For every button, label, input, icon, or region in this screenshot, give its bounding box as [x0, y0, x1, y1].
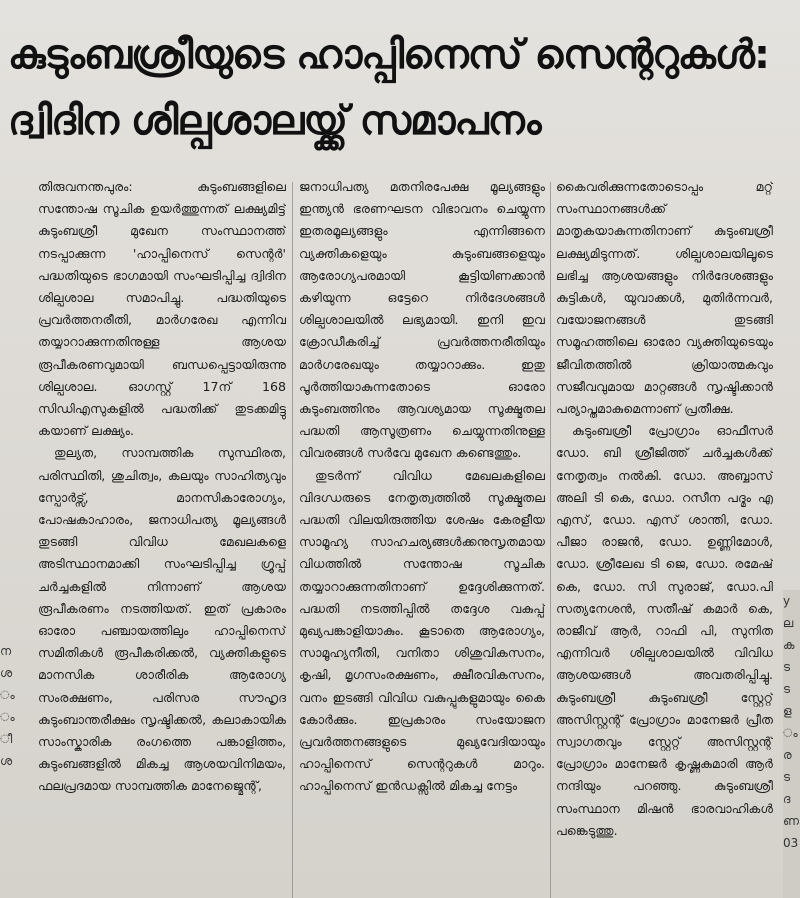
fragment-text: ല	[783, 616, 794, 630]
adjacent-article-fragment-left	[0, 640, 16, 898]
headline-line-1: കുടുംബശ്രീയുടെ ഹാപ്പിനെസ് സെന്ററുകൾ:	[8, 32, 769, 78]
article-column-2	[299, 176, 545, 898]
article-column-3	[556, 176, 773, 898]
fragment-text: ദ	[783, 792, 791, 806]
fragment-text: ം	[0, 688, 15, 702]
column-1-paragraph-2: തുല്യത, സാമ്പത്തിക സുസ്ഥിരത, പരിസ്ഥിതി, ശുചിത്വം, കലയും സാഹിത്യവും സ്പോർട്സ്, മാനസികാരോഗ്യം, പോഷകാഹാരം, ജനാധിപത്യ മൂല്യങ്ങൾ തുടങ്ങി വിവിധ മേഖലകളെ അടിസ്ഥാനമാക്കി സംഘടിപ്പിച്ച ഗ്രൂപ്പ് ചർച്ചകളിൽ നിന്നാണ് ആശയ രൂപീകരണം നടത്തിയത്. ഇത് പ്രകാരം ഓരോ പഞ്ചായത്തിലും ഹാപ്പിനെസ് സമിതികൾ രൂപീകരിക്കൽ, വ്യക്തികളുടെ മാനസിക ശാരീരിക ആരോഗ്യ സംരക്ഷണം, പരിസര സൗഹൃദ കുടുംബാന്തരീക്ഷം സൃഷ്ടിക്കൽ, കലാകായിക സാംസ്കാരിക രംഗത്തെ പങ്കാളിത്തം, കുടുംബങ്ങളിൽ മികച്ച ആശയവിനിമയം, ഫലപ്രദമായ സാമ്പത്തിക മാനേജ്മെന്റ്,	[38, 445, 286, 794]
fragment-text: ം	[0, 710, 15, 724]
fragment-text: ീ	[0, 732, 13, 746]
column-3-paragraph-1: കൈവരിക്കുന്നതോടൊപ്പം മറ്റ് സംസ്ഥാനങ്ങൾക്ക് മാതൃകയാകുന്നതിനാണ് കുടുംബശ്രീ ലക്ഷ്യമിടുന്നത്. ശില്പശാലയിലൂടെ ലഭിച്ച ആശയങ്ങളും നിർദേശങ്ങളും കുട്ടികൾ, യുവാക്കൾ, മുതിർന്നവർ, വയോജനങ്ങൾ തുടങ്ങി സമൂഹത്തിലെ ഓരോ വ്യക്തിയുടെയും ജീവിതത്തിൽ ക്രിയാത്മകവും സജീവവുമായ മാറ്റങ്ങൾ സൃഷ്ടിക്കാൻ പര്യാപ്തമാകുമെന്നാണ് പ്രതീക്ഷ.	[556, 179, 773, 417]
fragment-text: ശ	[0, 666, 13, 680]
headline-line-2: ദ്വിദിന ശില്പശാലയ്ക്ക് സമാപനം	[8, 98, 541, 144]
article-headline	[8, 22, 788, 154]
column-3-paragraph-2: കുടുംബശ്രീ പ്രോഗ്രാം ഓഫീസർ ഡോ. ബി ശ്രീജിത്ത് ചർച്ചകൾക്ക് നേതൃത്വം നൽകി. ഡോ. അബ്ബാസ് അലി ടി കെ, ഡോ. റസീന പദ്മം എ എസ്, ഡോ. എസ് ശാന്തി, ഡോ. പീജാ രാജൻ, ഡോ. ഉണ്ണിമോൾ, ഡോ. ശ്രീലേഖ ടി ജെ, ഡോ. രമേഷ് കെ, ഡോ. സി സുരാജ്, ഡോ.പി സത്യനേശൻ, സതീഷ് കമാർ കെ, രാജീവ് ആർ, റാഫി പി, സുനിത എന്നിവർ ശില്പശാലയിൽ വിവിധ ആശയങ്ങൾ അവതരിപ്പിച്ചു. കുടുംബശ്രീ കുടുംബശ്രീ സ്റ്റേറ്റ് അസിസ്റ്റന്റ് പ്രോഗ്രാം മാനേജർ പ്രീത സ്വാഗതവും സ്റ്റേറ്റ് അസിസ്റ്റന്റ് പ്രോഗ്രാം മാനേജർ കൃഷ്ണകുമാരി ആർ നന്ദിയും പറഞ്ഞു. കുടുംബശ്രീ സംസ്ഥാന മിഷൻ ഭാരവാഹികൾ പങ്കെടുത്തു.	[556, 423, 773, 838]
column-1-paragraph-1: തിരുവനന്തപുരം: കുടുംബങ്ങളിലെ സന്തോഷ സൂചിക ഉയർത്തുന്നത് ലക്ഷ്യമിട്ട് കുടുംബശ്രീ മുഖേന സംസ്ഥാനത്ത് നടപ്പാക്കുന്ന 'ഹാപ്പിനെസ് സെന്റർ' പദ്ധതിയുടെ ഭാഗമായി സംഘടിപ്പിച്ച ദ്വിദിന ശില്പശാല സമാപിച്ചു. പദ്ധതിയുടെ പ്രവർത്തനരീതി, മാർഗരേഖ എന്നിവ തയ്യാറാക്കുന്നതിനുള്ള ആശയ രൂപീകരണവുമായി ബന്ധപ്പെട്ടായിരുന്നു ശില്പശാല. ഓഗസ്റ്റ് 17ന് 168 സിഡിഎസുകളിൽ പദ്ധതിക്ക് തുടക്കമിട്ടു കയാണ് ലക്ഷ്യം.	[38, 179, 286, 439]
adjacent-article-fragment-right	[783, 590, 800, 898]
fragment-text: ം	[783, 726, 798, 740]
fragment-text: ണ	[783, 814, 799, 828]
fragment-text: ക	[783, 638, 795, 652]
article-column-1	[38, 176, 286, 898]
fragment-text: 03	[783, 836, 799, 850]
fragment-text: ട	[783, 682, 791, 696]
column-2-paragraph-1: ജനാധിപത്യ മതനിരപേക്ഷ മൂല്യങ്ങളും ഇന്ത്യൻ ഭരണഘടന വിഭാവനം ചെയ്യുന്ന ഇതരമൂല്യങ്ങളും എന്നിങ്ങനെ വ്യക്തികളെയും കുടുംബങ്ങളെയും ആരോഗ്യപരമായി കൂട്ടിയിണക്കാൻ കഴിയുന്ന ഒട്ടേറെ നിർദേശങ്ങൾ ശില്പശാലയിൽ ലഭ്യമായി. ഇനി ഇവ ക്രോഡീകരിച്ച് പ്രവർത്തനരീതിയും മാർഗരേഖയും തയ്യാറാക്കും. ഇതു പൂർത്തിയാകുന്നതോടെ ഓരോ കുടുംബത്തിനും ആവശ്യമായ സൂക്ഷ്മതല പദ്ധതി ആസൂത്രണം ചെയ്യുന്നതിനുള്ള വിവരങ്ങൾ സർവേ മുഖേന കണ്ടെത്തും.	[299, 179, 545, 461]
fragment-text: ര	[783, 748, 792, 762]
column-2-paragraph-2: തുടർന്ന് വിവിധ മേഖലകളിലെ വിദഗ്ധരുടെ നേതൃത്വത്തിൽ സൂക്ഷ്മതല പദ്ധതി വിലയിരുത്തിയ ശേഷം കേരളീയ സാമൂഹ്യ സാഹചര്യങ്ങൾക്കനുസൃതമായ വിധത്തിൽ സന്തോഷ സൂചിക തയ്യാറാക്കുന്നതിനാണ് ഉദ്ദേശിക്കുന്നത്. പദ്ധതി നടത്തിപ്പിൽ തദ്ദേശ വകുപ്പ് മുഖ്യപങ്കാളിയാകും. കൂടാതെ ആരോഗ്യം, സാമൂഹ്യനീതി, വനിതാ ശിശുവികസനം, കൃഷി, മൃഗസംരക്ഷണം, ക്ഷീരവികസനം, വനം ഇടങ്ങി വിവിധ വകുപ്പുകളുമായും കൈ കോർക്കും. ഇപ്രകാരം സംയോജന പ്രവർത്തനങ്ങളുടെ മുഖ്യവേദിയായും ഹാപ്പിനെസ് സെന്ററുകൾ മാറും. ഹാപ്പിനെസ് ഇൻഡക്സിൽ മികച്ച നേട്ടം	[299, 467, 545, 794]
fragment-text: ള	[783, 704, 792, 718]
fragment-text: ട	[783, 770, 791, 784]
column-divider	[292, 182, 293, 898]
fragment-text: ന	[0, 644, 12, 658]
column-divider	[550, 182, 551, 898]
fragment-text: ട	[783, 660, 791, 674]
fragment-text: y	[783, 594, 791, 608]
fragment-text: ശ	[0, 754, 13, 768]
